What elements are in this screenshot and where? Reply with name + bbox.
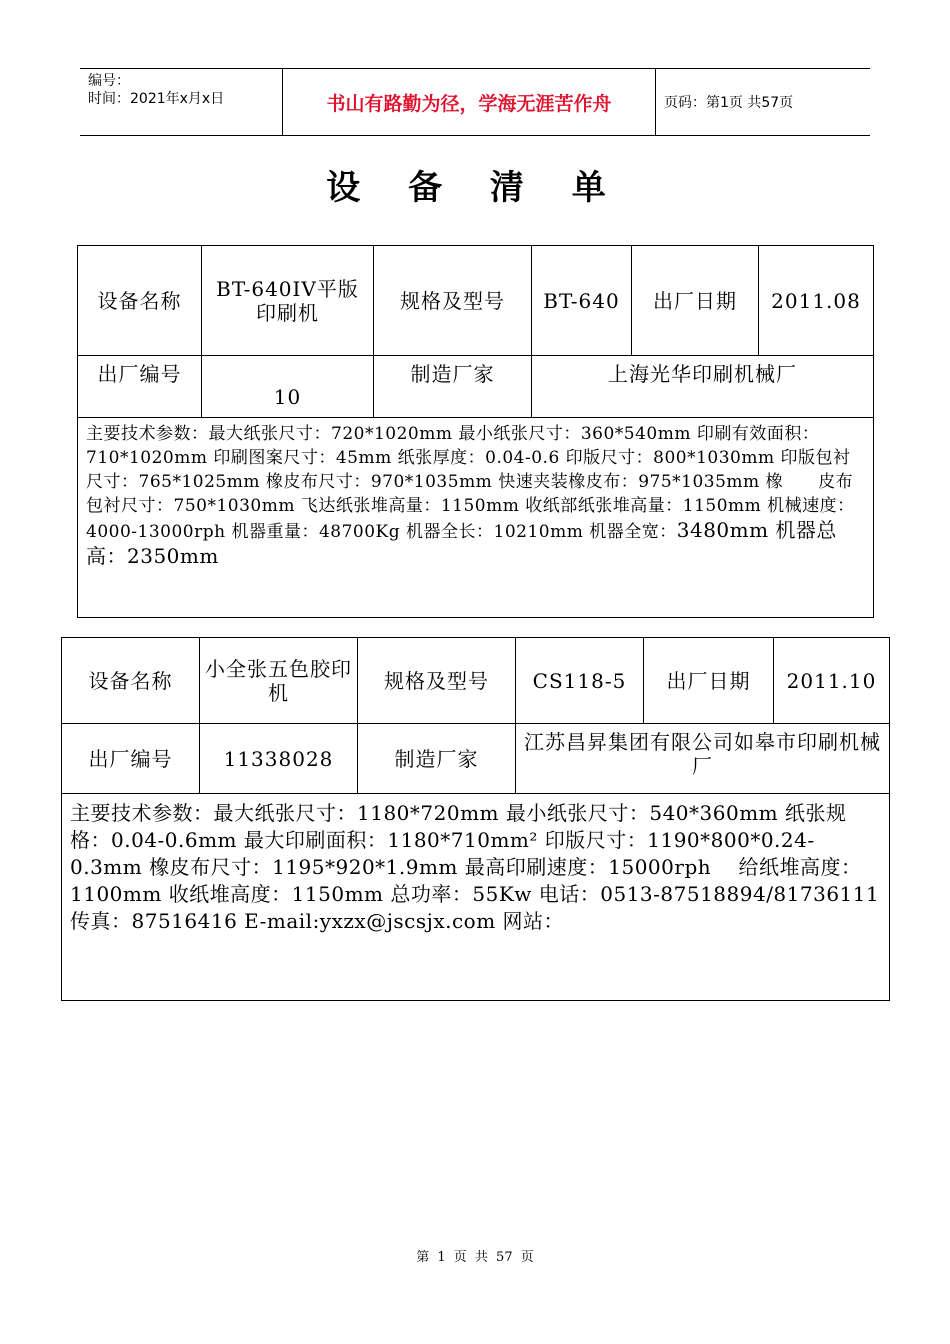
equipment-name: BT-640IV平版印刷机 xyxy=(202,246,374,356)
params-text-end: 3480mm 机器总高：2350mm xyxy=(86,518,837,568)
document-date: 时间：2021年x月x日 xyxy=(88,91,225,107)
equipment-table-2 xyxy=(61,637,890,1001)
document-number: 编号： xyxy=(88,73,130,89)
technical-params xyxy=(78,418,874,618)
header-meta xyxy=(88,72,282,108)
equipment-serial: 11338028 xyxy=(200,724,358,794)
serial-label: 出厂编号 xyxy=(78,356,202,418)
equipment-maker: 上海光华印刷机械厂 xyxy=(532,356,874,418)
name-label: 设备名称 xyxy=(62,638,200,724)
params-text: 主要技术参数：最大纸张尺寸：720*1020mm 最小纸张尺寸：360*540mm 印刷有效面积：710*1020mm 印刷图案尺寸：45mm 纸张厚度：0.04-0.6 印版尺寸：800*1030mm 印版包衬尺寸：765*1025mm 橡皮布尺寸：970*1035mm 快速夹装橡皮布：975*1035mm 橡 皮布包衬尺寸：750*1030mm 飞达纸张堆高量：1150mm 收纸部纸张堆高量：1150mm 机械速度：4000-13000rph 机器重量：48700Kg 机器全长：10210mm 机器全宽： xyxy=(86,424,855,542)
serial-label: 出厂编号 xyxy=(62,724,200,794)
date-label: 出厂日期 xyxy=(644,638,774,724)
equipment-table-1 xyxy=(77,245,874,618)
equipment-name: 小全张五色胶印机 xyxy=(200,638,358,724)
date-label: 出厂日期 xyxy=(632,246,759,356)
name-label: 设备名称 xyxy=(78,246,202,356)
document-title: 设 备 清 单 xyxy=(326,168,624,208)
equipment-date: 2011.10 xyxy=(774,638,890,724)
header-motto: 书山有路勤为径，学海无涯苦作舟 xyxy=(282,69,656,135)
maker-label: 制造厂家 xyxy=(358,724,516,794)
params-text-end: 收纸堆高度：1150mm 总功率：55Kw 电话：0513-87518894/81736111 传真：87516416 E-mail:yxzx@jscsjx.com 网站： xyxy=(70,882,880,933)
maker-label: 制造厂家 xyxy=(374,356,532,418)
page-footer: 第 1 页 共 57 页 xyxy=(416,1250,534,1265)
equipment-model: CS118-5 xyxy=(516,638,644,724)
params-text: 主要技术参数：最大纸张尺寸：1180*720mm 最小纸张尺寸：540*360mm 纸张规格：0.04-0.6mm 最大印刷面积：1180*710mm² 印版尺寸：1190*800*0.24-0.3mm 橡皮布尺寸：1195*920*1.9mm 最高印刷速度：15000rph 给纸堆高度：1100mm xyxy=(70,801,862,906)
equipment-date: 2011.08 xyxy=(759,246,874,356)
header-page-info: 页码：第1页 共57页 xyxy=(664,95,794,111)
equipment-model: BT-640 xyxy=(532,246,632,356)
technical-params xyxy=(62,794,890,1001)
model-label: 规格及型号 xyxy=(374,246,532,356)
equipment-maker: 江苏昌昇集团有限公司如皋市印刷机械厂 xyxy=(516,724,890,794)
equipment-serial: 10 xyxy=(202,356,374,418)
model-label: 规格及型号 xyxy=(358,638,516,724)
page-header xyxy=(80,68,870,136)
